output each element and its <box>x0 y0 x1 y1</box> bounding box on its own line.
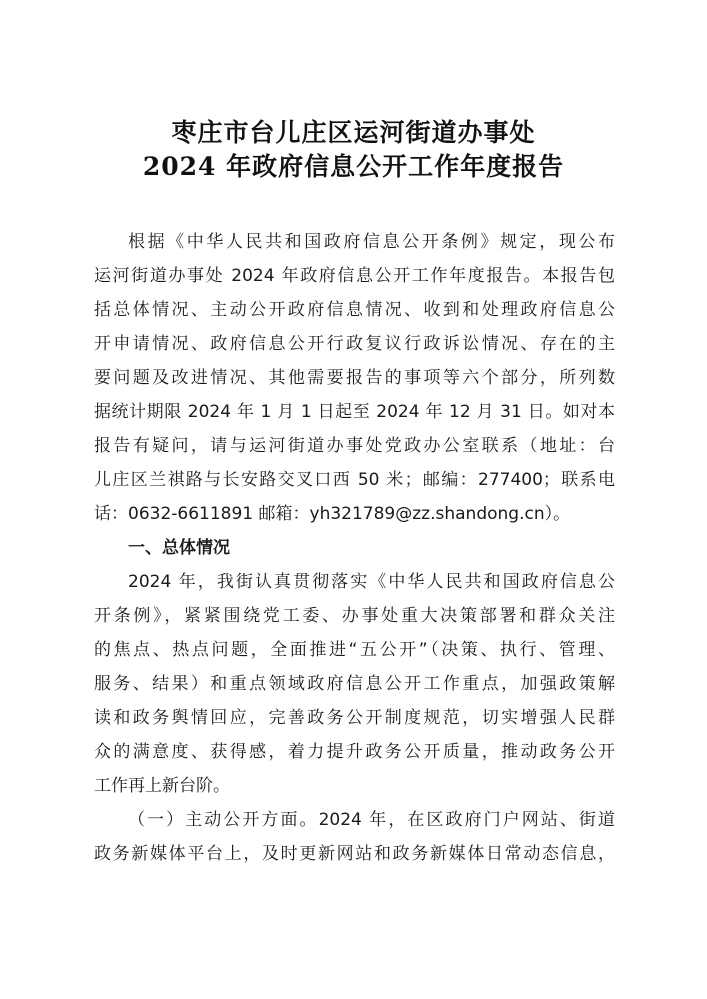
subsection1-line: 政务新媒体平台上，及时更新网站和政务新媒体日常动态信息， <box>94 844 615 864</box>
section1-line: 众的满意度、获得感，着力提升政务公开质量，推动政务公开 <box>94 742 615 762</box>
section1-line: 的焦点、热点问题，全面推进“五公开”（决策、执行、管理、 <box>94 640 615 660</box>
section-heading: 一、总体情况 <box>128 538 230 558</box>
document-title-line1: 枣庄市台儿庄区运河街道办事处 <box>171 118 536 147</box>
intro-line: 要问题及改进情况、其他需要报告的事项等六个部分，所列数 <box>94 368 615 388</box>
intro-line: 话：0632-6611891 邮箱：yh321789@zz.shandong.cn）。 <box>94 504 571 524</box>
section1-line: 读和政务舆情回应，完善政务公开制度规范，切实增强人民群 <box>94 708 615 728</box>
intro-line: 据统计期限 2024 年 1 月 1 日起至 2024 年 12 月 31 日。如对本 <box>94 402 615 422</box>
intro-line: 括总体情况、主动公开政府信息情况、收到和处理政府信息公 <box>94 300 615 320</box>
subsection1-line: （一）主动公开方面。2024 年，在区政府门户网站、街道 <box>128 810 615 830</box>
intro-line: 报告有疑问，请与运河街道办事处党政办公室联系（地址：台 <box>94 436 615 456</box>
section1-line: 服务、结果）和重点领域政府信息公开工作重点，加强政策解 <box>94 674 615 694</box>
section1-line: 工作再上新台阶。 <box>94 776 230 796</box>
intro-line: 根据《中华人民共和国政府信息公开条例》规定，现公布 <box>128 232 615 252</box>
intro-line: 开申请情况、政府信息公开行政复议行政诉讼情况、存在的主 <box>94 334 615 354</box>
section1-line: 开条例》，紧紧围绕党工委、办事处重大决策部署和群众关注 <box>94 606 615 626</box>
intro-line: 儿庄区兰祺路与长安路交叉口西 50 米；邮编：277400；联系电 <box>94 470 615 490</box>
intro-line: 运河街道办事处 2024 年政府信息公开工作年度报告。本报告包 <box>94 266 615 286</box>
document-title-line2: 2024 年政府信息公开工作年度报告 <box>142 152 565 181</box>
section1-line: 2024 年，我街认真贯彻落实《中华人民共和国政府信息公 <box>128 572 615 592</box>
